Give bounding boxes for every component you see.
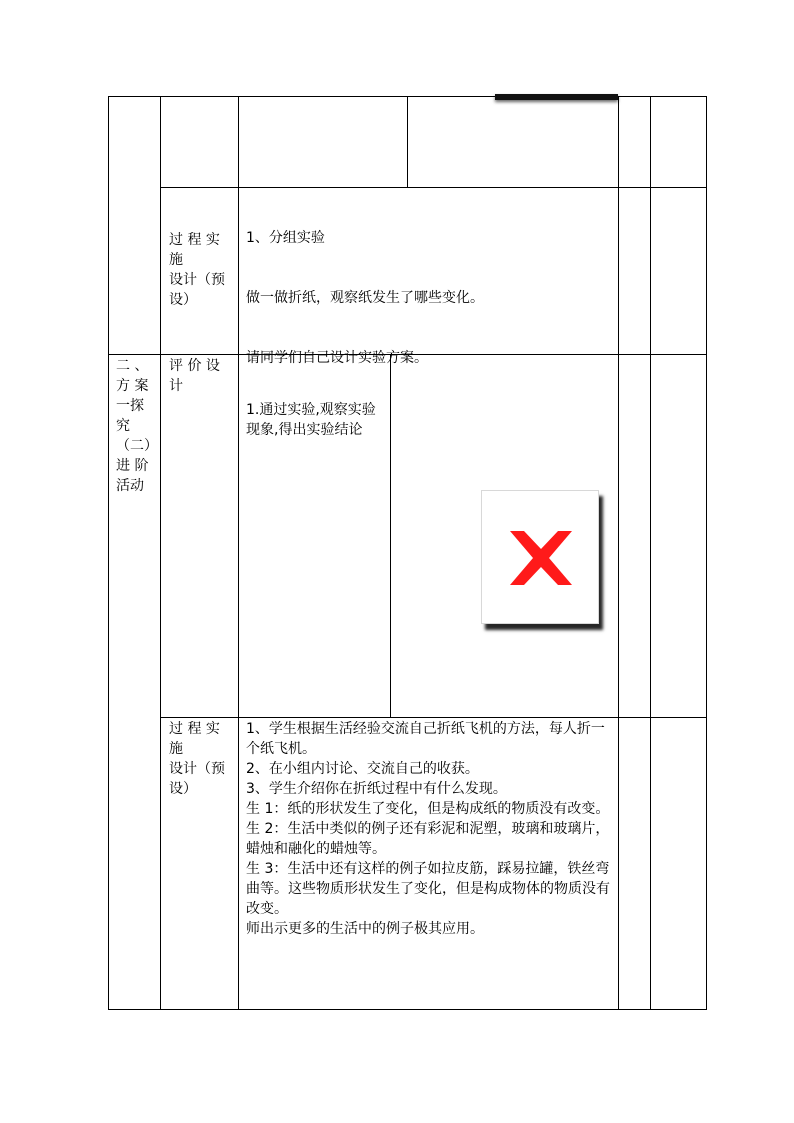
cell-content — [246, 188, 614, 388]
broken-image-icon — [481, 490, 599, 624]
row-divider — [160, 717, 706, 718]
content-line: 1、分组实验 — [246, 230, 325, 246]
table-left-border — [108, 96, 109, 1010]
red-x-icon — [506, 527, 576, 589]
content-line: 做一做折纸，观察纸发生了哪些变化。 — [246, 290, 484, 306]
column-divider — [238, 96, 239, 1010]
content-line: 生 1：纸的形状发生了变化，但是构成纸的物质没有改变。 — [246, 801, 610, 817]
content-line: 请同学们自己设计实验方案。 — [246, 350, 428, 366]
cell-divider — [407, 96, 408, 188]
cell-divider — [390, 354, 391, 718]
column-divider — [650, 96, 651, 1010]
cell-content: 1.通过实验,观察实验现象,得出实验结论 — [246, 402, 376, 438]
content-line: 1、学生根据生活经验交流自己折纸飞机的方法，每人折一个纸飞机。 — [246, 721, 605, 757]
image-fragment — [495, 94, 618, 100]
cell-content — [246, 719, 614, 939]
content-line: 2、在小组内讨论、交流自己的收获。 — [246, 761, 479, 777]
row-label: 评 价 设 计 — [169, 358, 220, 394]
column-divider — [160, 96, 161, 1010]
row-label: 过 程 实 施 设计（预 设） — [169, 232, 225, 308]
content-line: 师出示更多的生活中的例子极其应用。 — [246, 921, 484, 937]
table-bottom-border — [108, 1009, 706, 1010]
content-line: 生 3：生活中还有这样的例子如拉皮筋，踩易拉罐，铁丝弯曲等。这些物质形状发生了变化，但是构成物体的物质没有改变。 — [246, 861, 610, 917]
column-divider — [618, 96, 619, 1010]
content-line: 3、学生介绍你在折纸过程中有什么发现。 — [246, 781, 507, 797]
row-label: 过 程 实 施 设计（预 设） — [169, 721, 225, 797]
table-right-border — [706, 96, 707, 1010]
section-label: 二 、 方 案 一探 究 （二） 进 阶 活动 — [116, 358, 158, 494]
content-line: 生 2：生活中类似的例子还有彩泥和泥塑，玻璃和玻璃片，蜡烛和融化的蜡烛等。 — [246, 821, 610, 857]
